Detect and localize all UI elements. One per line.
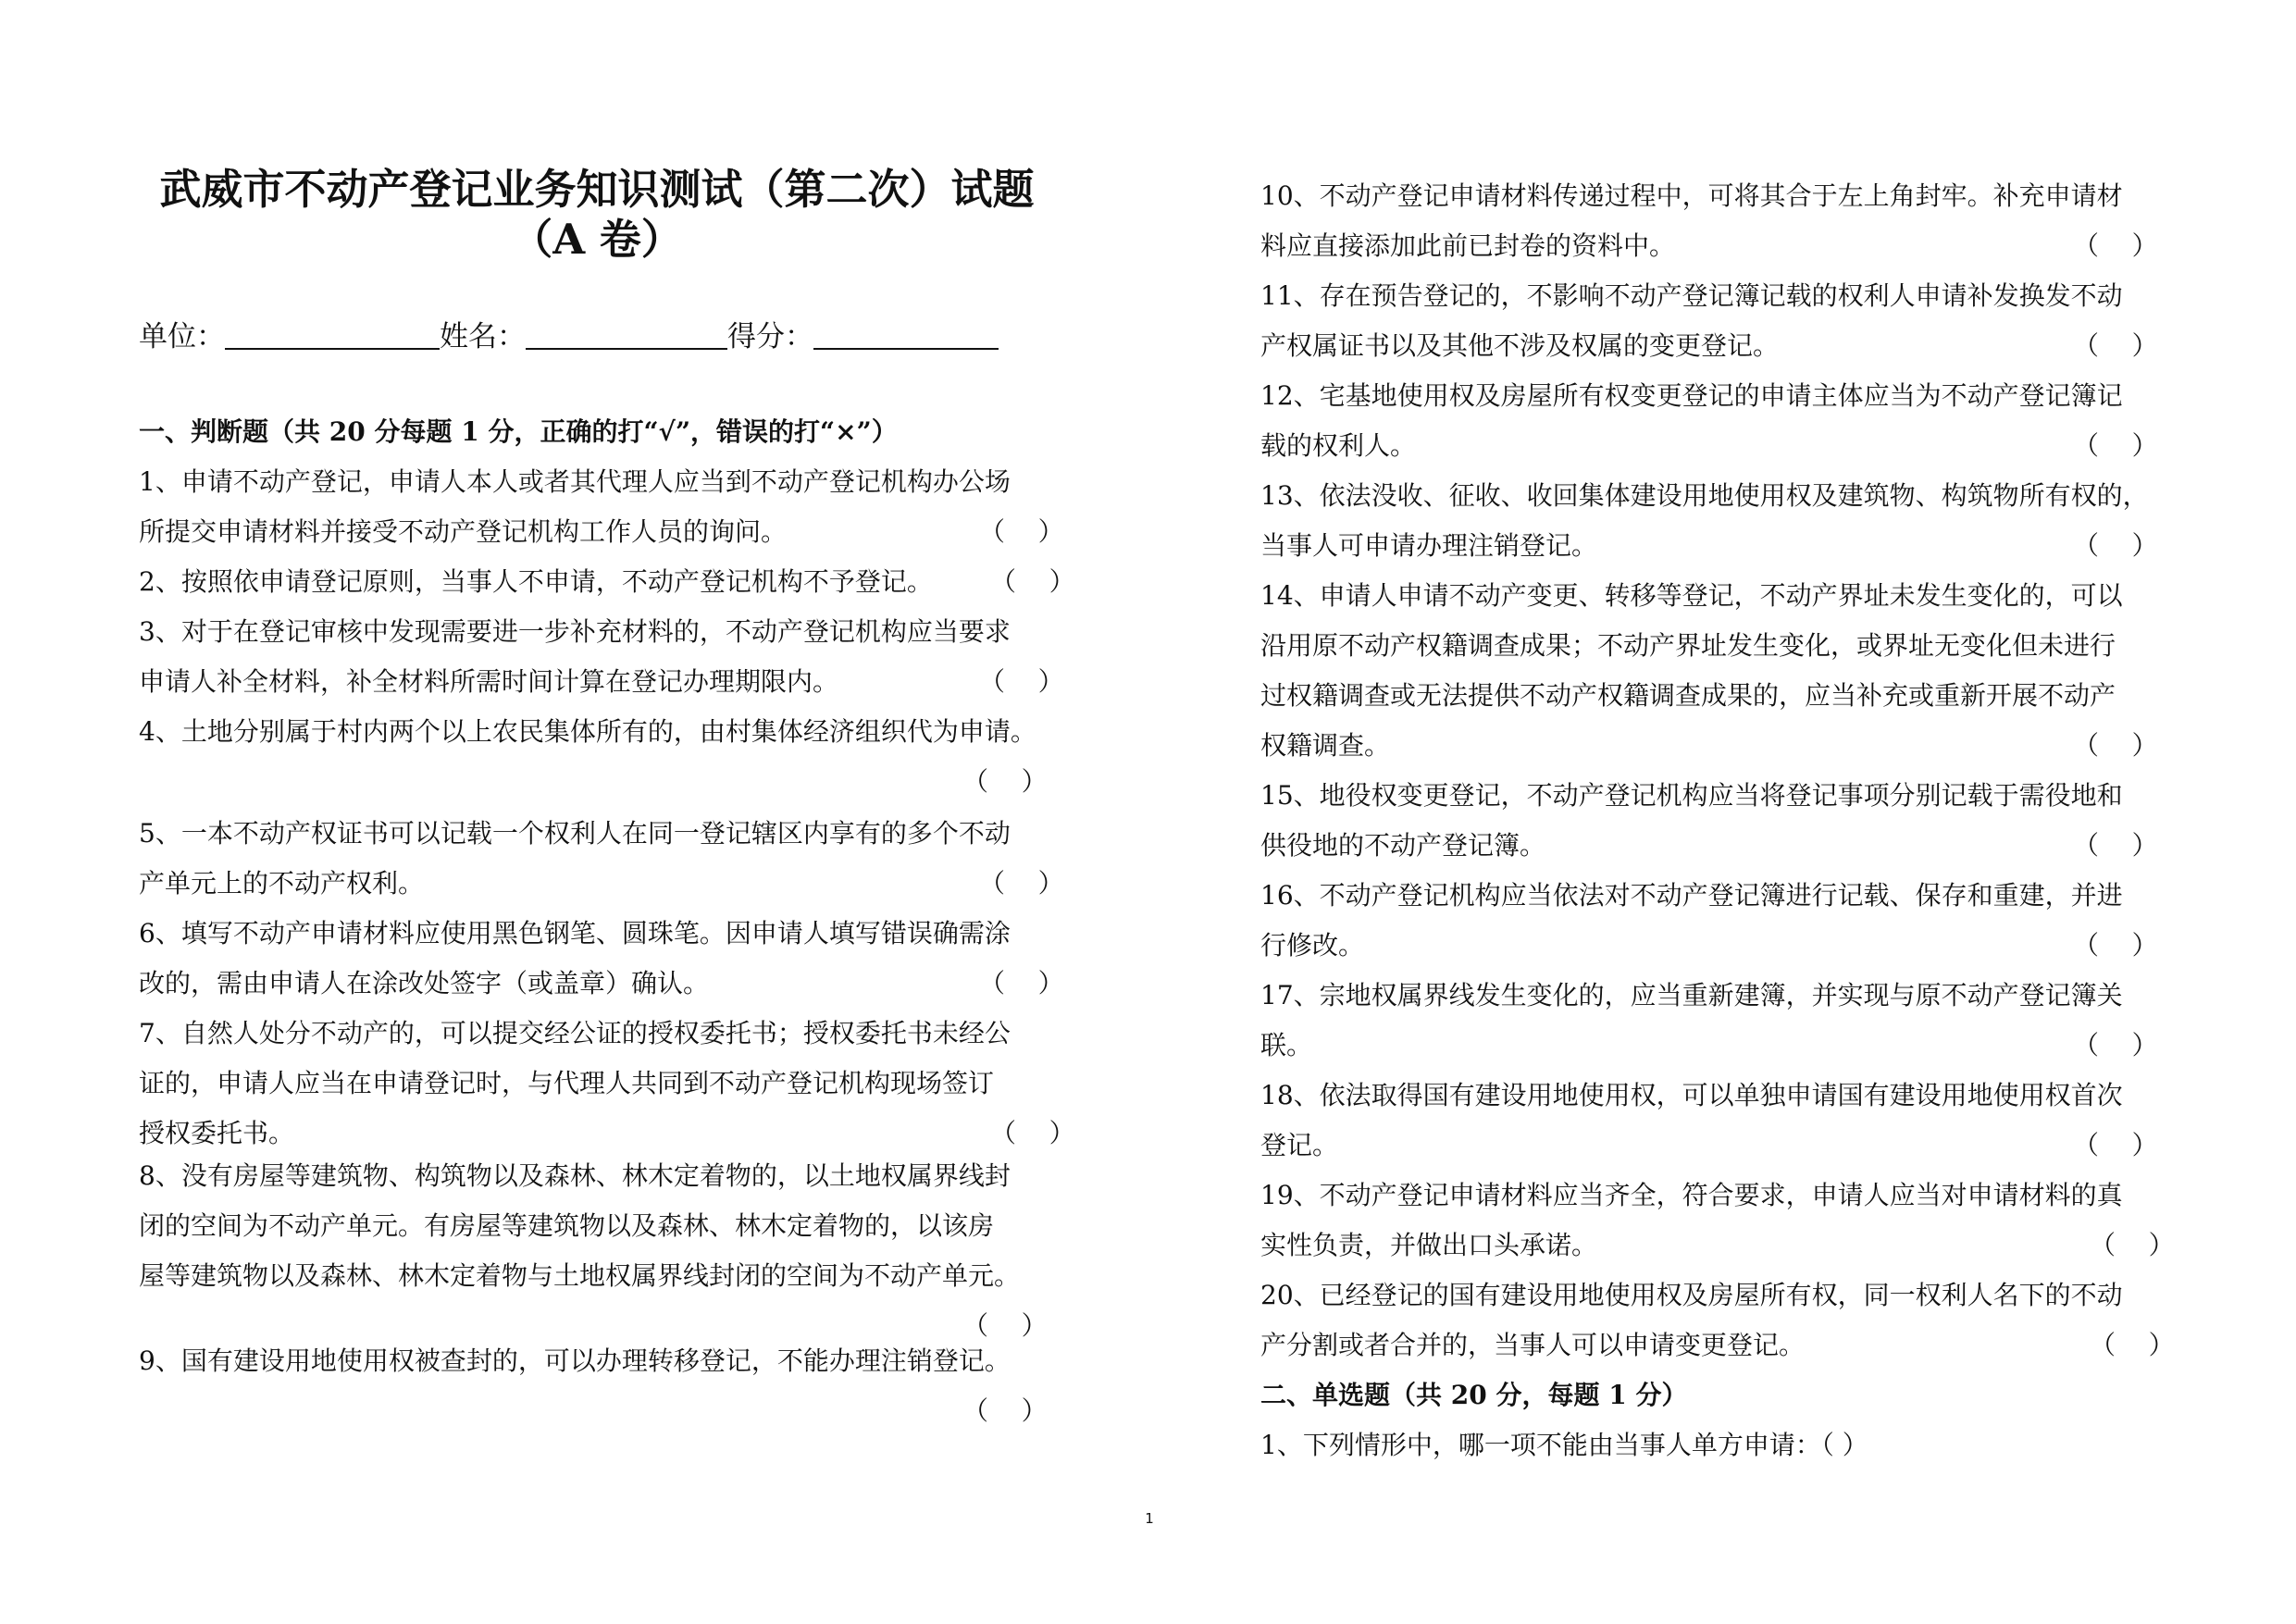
- question-item: [139, 1009, 1075, 1159]
- question-line: 授权委托书。: [139, 1118, 295, 1148]
- question-item: [139, 457, 1064, 557]
- question-line: 2、按照依申请登记原则，当事人不申请，不动产登记机构不予登记。: [139, 566, 933, 597]
- question-item: [1260, 171, 2177, 271]
- question-line: 17、宗地权属界线发生变化的，应当重新建簿，并实现与原不动产登记簿关: [1260, 980, 2123, 1010]
- answer-bracket: （ ）: [979, 516, 1064, 547]
- unit-label: 单位：: [139, 320, 225, 353]
- question-line: 3、对于在登记审核中发现需要进一步补充材料的，不动产登记机构应当要求: [139, 616, 1011, 647]
- question-item: [139, 1151, 1055, 1341]
- question-item: [1260, 371, 2177, 471]
- unit-blank: [225, 320, 440, 350]
- question-line: 20、已经登记的国有建设用地使用权及房屋所有权，同一权利人名下的不动: [1260, 1280, 2123, 1310]
- question-item: [1260, 1171, 2177, 1271]
- question-item: [139, 707, 1055, 797]
- examinee-info-row: [139, 315, 1055, 359]
- question-line: 联。: [1260, 1030, 1313, 1060]
- name-blank: [526, 320, 727, 350]
- question-item: [1260, 971, 2177, 1071]
- score-label: 得分：: [727, 320, 813, 353]
- question-line: 改的，需由申请人在涂改处签字（或盖章）确认。: [139, 968, 710, 998]
- question-line: 过权籍调查或无法提供不动产权籍调查成果的，应当补充或重新开展不动产: [1260, 680, 2116, 711]
- question-line: 料应直接添加此前已封卷的资料中。: [1260, 230, 1676, 261]
- question-line: 闭的空间为不动产单元。有房屋等建筑物以及森林、林木定着物的，以该房: [139, 1210, 995, 1241]
- question-line: 4、土地分别属于村内两个以上农民集体所有的，由村集体经济组织代为申请。: [139, 716, 1036, 747]
- question-line: 11、存在预告登记的，不影响不动产登记簿记载的权利人申请补发换发不动: [1260, 280, 2123, 311]
- answer-bracket: （ ）: [2073, 730, 2158, 761]
- question-line: 产分割或者合并的，当事人可以申请变更登记。: [1260, 1330, 1806, 1360]
- question-item: [1260, 771, 2177, 871]
- answer-bracket: （ ）: [962, 1310, 1048, 1341]
- question-line: 行修改。: [1260, 930, 1365, 961]
- answer-bracket: （ ）: [990, 566, 1075, 597]
- page-number: 1: [1145, 1510, 1154, 1527]
- answer-bracket: （ ）: [2073, 430, 2158, 461]
- answer-bracket: （ ）: [2073, 330, 2158, 361]
- question-line: 实性负责，并做出口头承诺。: [1260, 1230, 1598, 1260]
- answer-bracket: （ ）: [2073, 1130, 2158, 1160]
- answer-bracket: （ ）: [2073, 930, 2158, 961]
- question-item: [139, 1336, 1055, 1426]
- question-item: [1260, 1271, 2177, 1370]
- document-title-paper-version: （A 卷）: [511, 215, 683, 264]
- question-line: 8、没有房屋等建筑物、构筑物以及森林、林木定着物的，以土地权属界线封: [139, 1160, 1011, 1191]
- question-line: 供役地的不动产登记簿。: [1260, 830, 1546, 861]
- question-line: 产权属证书以及其他不涉及权属的变更登记。: [1260, 330, 1780, 361]
- answer-bracket: （ ）: [990, 1118, 1075, 1148]
- question-line: 12、宅基地使用权及房屋所有权变更登记的申请主体应当为不动产登记簿记: [1260, 380, 2123, 411]
- section-heading-single-choice: 二、单选题（共 20 分，每题 1 分）: [1260, 1380, 1688, 1410]
- answer-bracket: （ ）: [2073, 830, 2158, 861]
- question-line: 18、依法取得国有建设用地使用权，可以单独申请国有建设用地使用权首次: [1260, 1080, 2123, 1110]
- answer-bracket: （ ）: [962, 1395, 1048, 1426]
- question-line: 沿用原不动产权籍调查成果；不动产界址发生变化，或界址无变化但未进行: [1260, 630, 2116, 661]
- section-heading-true-false: 一、判断题（共 20 分每题 1 分，正确的打“√”，错误的打“×”）: [139, 416, 898, 447]
- question-line: 申请人补全材料，补全材料所需时间计算在登记办理期限内。: [139, 666, 839, 697]
- question-item: [1260, 1420, 2177, 1470]
- answer-bracket: （ ）: [2090, 1330, 2175, 1360]
- document-title: 武威市不动产登记业务知识测试（第二次）试题: [159, 165, 1035, 214]
- question-line: 14、申请人申请不动产变更、转移等登记，不动产界址未发生变化的，可以: [1260, 580, 2123, 611]
- question-line: 6、填写不动产申请材料应使用黑色钢笔、圆珠笔。因申请人填写错误确需涂: [139, 918, 1011, 948]
- question-line: 登记。: [1260, 1130, 1339, 1160]
- answer-bracket: （ ）: [2073, 530, 2158, 561]
- question-line: 9、国有建设用地使用权被查封的，可以办理转移登记，不能办理注销登记。: [139, 1345, 1011, 1376]
- question-line: 屋等建筑物以及森林、林木定着物与土地权属界线封闭的空间为不动产单元。: [139, 1260, 1021, 1291]
- question-item: [1260, 571, 2177, 771]
- answer-bracket: （ ）: [2073, 230, 2158, 261]
- question-item: [1260, 471, 2177, 571]
- answer-bracket: （ ）: [962, 766, 1048, 797]
- question-item: [139, 557, 1075, 607]
- name-label: 姓名：: [440, 320, 526, 353]
- question-line: 19、不动产登记申请材料应当齐全，符合要求，申请人应当对申请材料的真: [1260, 1180, 2123, 1210]
- question-item: [1260, 271, 2177, 371]
- question-line: 13、依法没收、征收、收回集体建设用地使用权及建筑物、构筑物所有权的，: [1260, 480, 2149, 511]
- answer-bracket: （ ）: [2073, 1030, 2158, 1060]
- question-line: 权籍调查。: [1260, 730, 1391, 761]
- question-line: 所提交申请材料并接受不动产登记机构工作人员的询问。: [139, 516, 788, 547]
- question-line: 7、自然人处分不动产的，可以提交经公证的授权委托书；授权委托书未经公: [139, 1018, 1011, 1048]
- question-line: 产单元上的不动产权利。: [139, 868, 425, 899]
- score-blank: [813, 320, 999, 350]
- question-item: [139, 809, 1064, 909]
- question-line: 10、不动产登记申请材料传递过程中，可将其合于左上角封牢。补充申请材: [1260, 180, 2123, 211]
- question-item: [1260, 871, 2177, 971]
- question-item: [139, 909, 1064, 1009]
- question-line: 5、一本不动产权证书可以记载一个权利人在同一登记辖区内享有的多个不动: [139, 818, 1011, 849]
- question-line: 证的，申请人应当在申请登记时，与代理人共同到不动产登记机构现场签订: [139, 1068, 995, 1098]
- question-line: 16、不动产登记机构应当依法对不动产登记簿进行记载、保存和重建，并进: [1260, 880, 2123, 911]
- question-item: [139, 607, 1064, 707]
- answer-bracket: （ ）: [979, 868, 1064, 899]
- question-line: 当事人可申请办理注销登记。: [1260, 530, 1598, 561]
- question-line: 载的权利人。: [1260, 430, 1417, 461]
- question-line: 15、地役权变更登记，不动产登记机构应当将登记事项分别记载于需役地和: [1260, 780, 2123, 811]
- question-item: [1260, 1071, 2177, 1171]
- answer-bracket: （ ）: [979, 968, 1064, 998]
- question-line: 1、下列情形中，哪一项不能由当事人单方申请：（ ）: [1260, 1430, 1868, 1460]
- answer-bracket: （ ）: [2090, 1230, 2175, 1260]
- question-line: 1、申请不动产登记，申请人本人或者其代理人应当到不动产登记机构办公场: [139, 466, 1011, 497]
- answer-bracket: （ ）: [979, 666, 1064, 697]
